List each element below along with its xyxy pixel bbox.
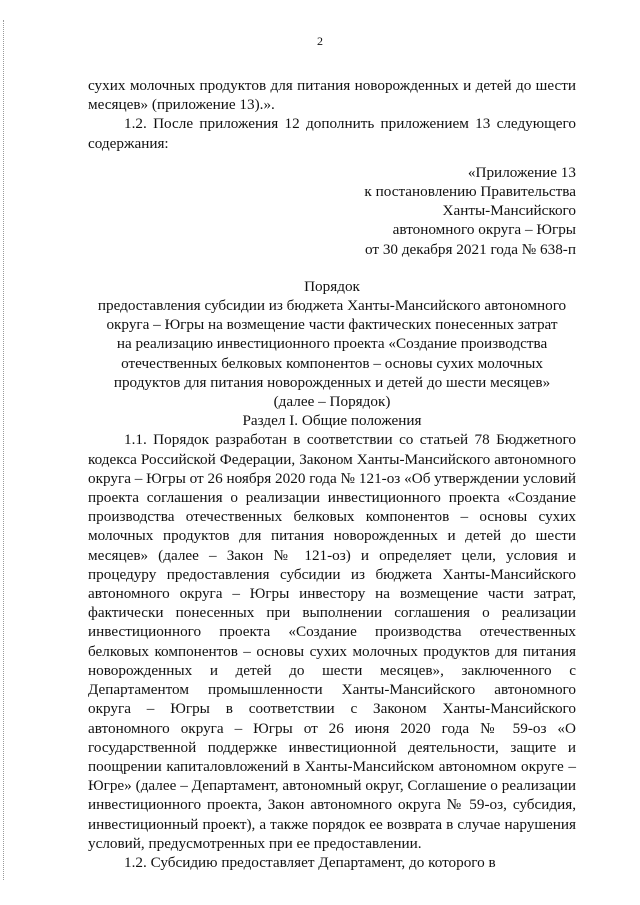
document-title-line: (далее – Порядок): [273, 393, 391, 411]
document-title: [88, 277, 576, 411]
intro-continuation: сухих молочных продуктов для питания новорожденных и детей до шести месяцев» (приложение 13).».: [88, 77, 576, 114]
document-body: [88, 76, 576, 872]
page-edge-mark: [3, 20, 6, 880]
document-title-line: на реализацию инвестиционного проекта «Создание производства: [116, 335, 548, 353]
intro-item-1-2: 1.2. После приложения 12 дополнить приложением 13 следующего содержания:: [88, 115, 576, 152]
page-number: 2: [317, 34, 323, 48]
attachment-line: к постановлению Правительства: [364, 183, 576, 201]
document-title-line: округа – Югры на возмещение части фактических понесенных затрат: [106, 316, 558, 334]
attachment-line: Ханты-Мансийского: [442, 202, 576, 220]
attachment-line: «Приложение 13: [467, 163, 576, 181]
document-title-line: отечественных белковых компонентов – основы сухих молочных: [121, 354, 543, 372]
document-title-line: предоставления субсидии из бюджета Ханты-Мансийского автономного: [97, 297, 567, 315]
section-heading: Раздел I. Общие положения: [242, 412, 422, 430]
document-title-line: продуктов для питания новорожденных и детей до шести месяцев»: [113, 373, 551, 391]
paragraph-1-2: 1.2. Субсидию предоставляет Департамент, до которого в: [124, 853, 496, 871]
attachment-header: [88, 163, 576, 259]
document-title-heading: Порядок: [304, 277, 360, 295]
attachment-line: автономного округа – Югры: [392, 221, 576, 239]
paragraph-1-1: 1.1. Порядок разработан в соответствии со статьей 78 Бюджетного кодекса Российской Федерации, Законом Ханты-Мансийского автономного округа – Югры от 26 ноября 2020 года № 121-оз «Об утверждении условий проекта соглашения о реализации инвестиционного проекта «Создание производства отечественных белковых компонентов – основы сухих молочных продуктов для питания новорожденных и детей до шести месяцев» (далее – Закон № 121-оз) и определяет цели, условия и процедуру предоставления субсидии из бюджета Ханты-Мансийского автономного округа – Югры инвестору на возмещение части затрат, фактически понесенных при выполнении соглашения о реализации инвестиционного проекта «Создание производства отечественных белковых компонентов – основы сухих молочных продуктов для питания новорожденных и детей до шести месяцев», заключенного с Департаментом промышленности Ханты-Мансийского автономного округа – Югры в соответствии с Законом Ханты-Мансийского автономного округа – Югры от 26 июня 2020 года № 59-оз «О государственной поддержке инвестиционной деятельности, защите и поощрении капиталовложений в Ханты-Мансийском автономном округе – Югре» (далее – Департамент, автономный округ, Соглашение о реализации инвестиционного проекта, Закон автономного округа № 59-оз, субсидия, инвестиционный проект), а также порядок ее возврата в случае нарушения условий, предусмотренных при ее предоставлении.: [88, 431, 576, 852]
attachment-line: от 30 декабря 2021 года № 638-п: [365, 240, 576, 258]
